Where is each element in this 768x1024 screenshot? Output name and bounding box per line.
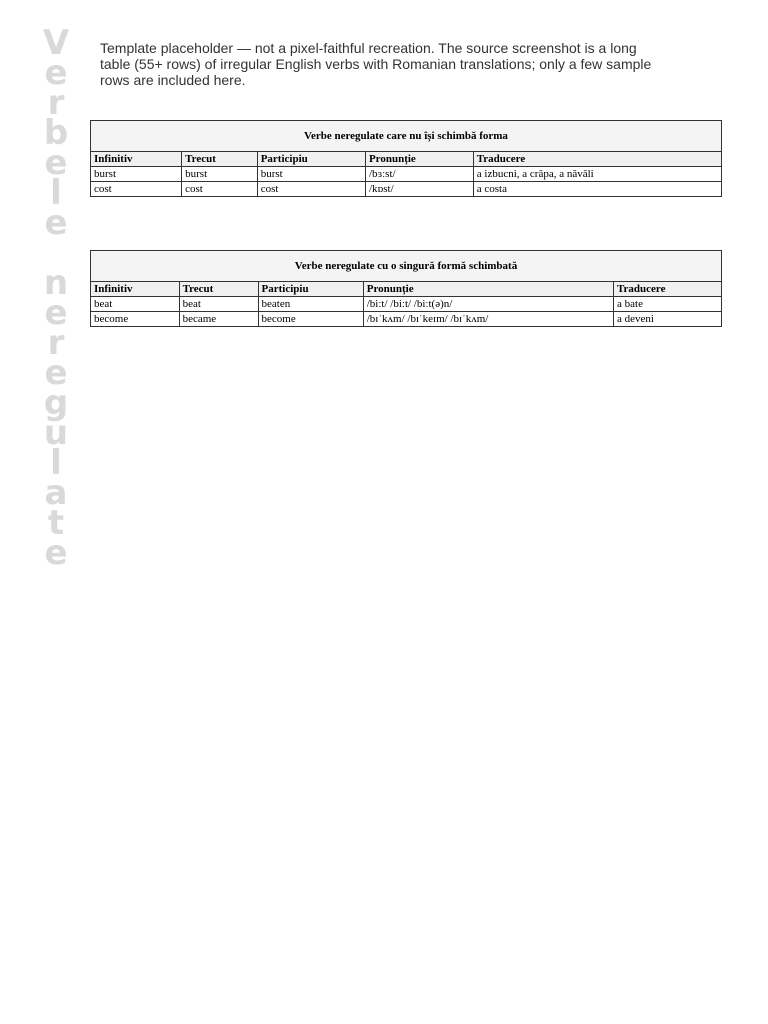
side-letter: t bbox=[47, 503, 65, 543]
cell: became bbox=[179, 312, 258, 327]
side-letter: g bbox=[43, 383, 69, 423]
side-letter: l bbox=[50, 173, 62, 213]
placeholder-note: Template placeholder — not a pixel-faithful recreation. The source screenshot is a long table (55+ rows) of irregular English verbs with Romanian translations; only a few sample rows are included here. bbox=[100, 40, 652, 88]
cell: burst bbox=[91, 167, 182, 182]
cell: become bbox=[91, 312, 180, 327]
side-letter: e bbox=[44, 53, 68, 93]
cell: /kɒst/ bbox=[365, 182, 473, 197]
cell: cost bbox=[257, 182, 365, 197]
header-trecut: Trecut bbox=[182, 152, 258, 167]
side-letter: e bbox=[44, 143, 68, 183]
side-letter: e bbox=[44, 533, 68, 573]
cell: /bɜːst/ bbox=[365, 167, 473, 182]
table-row bbox=[91, 312, 722, 327]
header-traducere: Traducere bbox=[473, 152, 721, 167]
side-letter: r bbox=[47, 83, 65, 123]
side-letter: e bbox=[44, 203, 68, 243]
side-letter: b bbox=[43, 113, 69, 153]
cell: a izbucni, a crăpa, a năvăli bbox=[473, 167, 721, 182]
cell: a deveni bbox=[614, 312, 722, 327]
vertical-title bbox=[30, 23, 82, 573]
table-row bbox=[91, 297, 722, 312]
cell: a costa bbox=[473, 182, 721, 197]
header-traducere: Traducere bbox=[614, 282, 722, 297]
cell: beaten bbox=[258, 297, 363, 312]
side-letter: l bbox=[50, 443, 62, 483]
header-participiu: Participiu bbox=[257, 152, 365, 167]
side-letter: e bbox=[44, 293, 68, 333]
table-unchanged-verbs bbox=[90, 120, 722, 197]
table2-title: Verbe neregulate cu o singură formă schimbată bbox=[91, 251, 722, 282]
header-infinitiv: Infinitiv bbox=[91, 282, 180, 297]
cell: beat bbox=[179, 297, 258, 312]
cell: burst bbox=[182, 167, 258, 182]
table-one-form-changed bbox=[90, 250, 722, 327]
cell: a bate bbox=[614, 297, 722, 312]
side-letter: r bbox=[47, 323, 65, 363]
table-row bbox=[91, 182, 722, 197]
side-letter: e bbox=[44, 353, 68, 393]
side-letter: V bbox=[42, 23, 70, 63]
header-trecut: Trecut bbox=[179, 282, 258, 297]
table1-title: Verbe neregulate care nu își schimbă forma bbox=[91, 121, 722, 152]
cell: cost bbox=[91, 182, 182, 197]
header-infinitiv: Infinitiv bbox=[91, 152, 182, 167]
side-letter: a bbox=[44, 473, 68, 513]
header-pronuntie: Pronunție bbox=[365, 152, 473, 167]
cell: /biːt/ /biːt/ /biːt(ə)n/ bbox=[363, 297, 613, 312]
side-letter: u bbox=[43, 413, 69, 453]
header-pronuntie: Pronunție bbox=[363, 282, 613, 297]
table-row bbox=[91, 167, 722, 182]
cell: cost bbox=[182, 182, 258, 197]
cell: beat bbox=[91, 297, 180, 312]
cell: become bbox=[258, 312, 363, 327]
header-participiu: Participiu bbox=[258, 282, 363, 297]
side-letter: n bbox=[43, 263, 69, 303]
cell: burst bbox=[257, 167, 365, 182]
cell: /bɪˈkʌm/ /bɪˈkeɪm/ /bɪˈkʌm/ bbox=[363, 312, 613, 327]
